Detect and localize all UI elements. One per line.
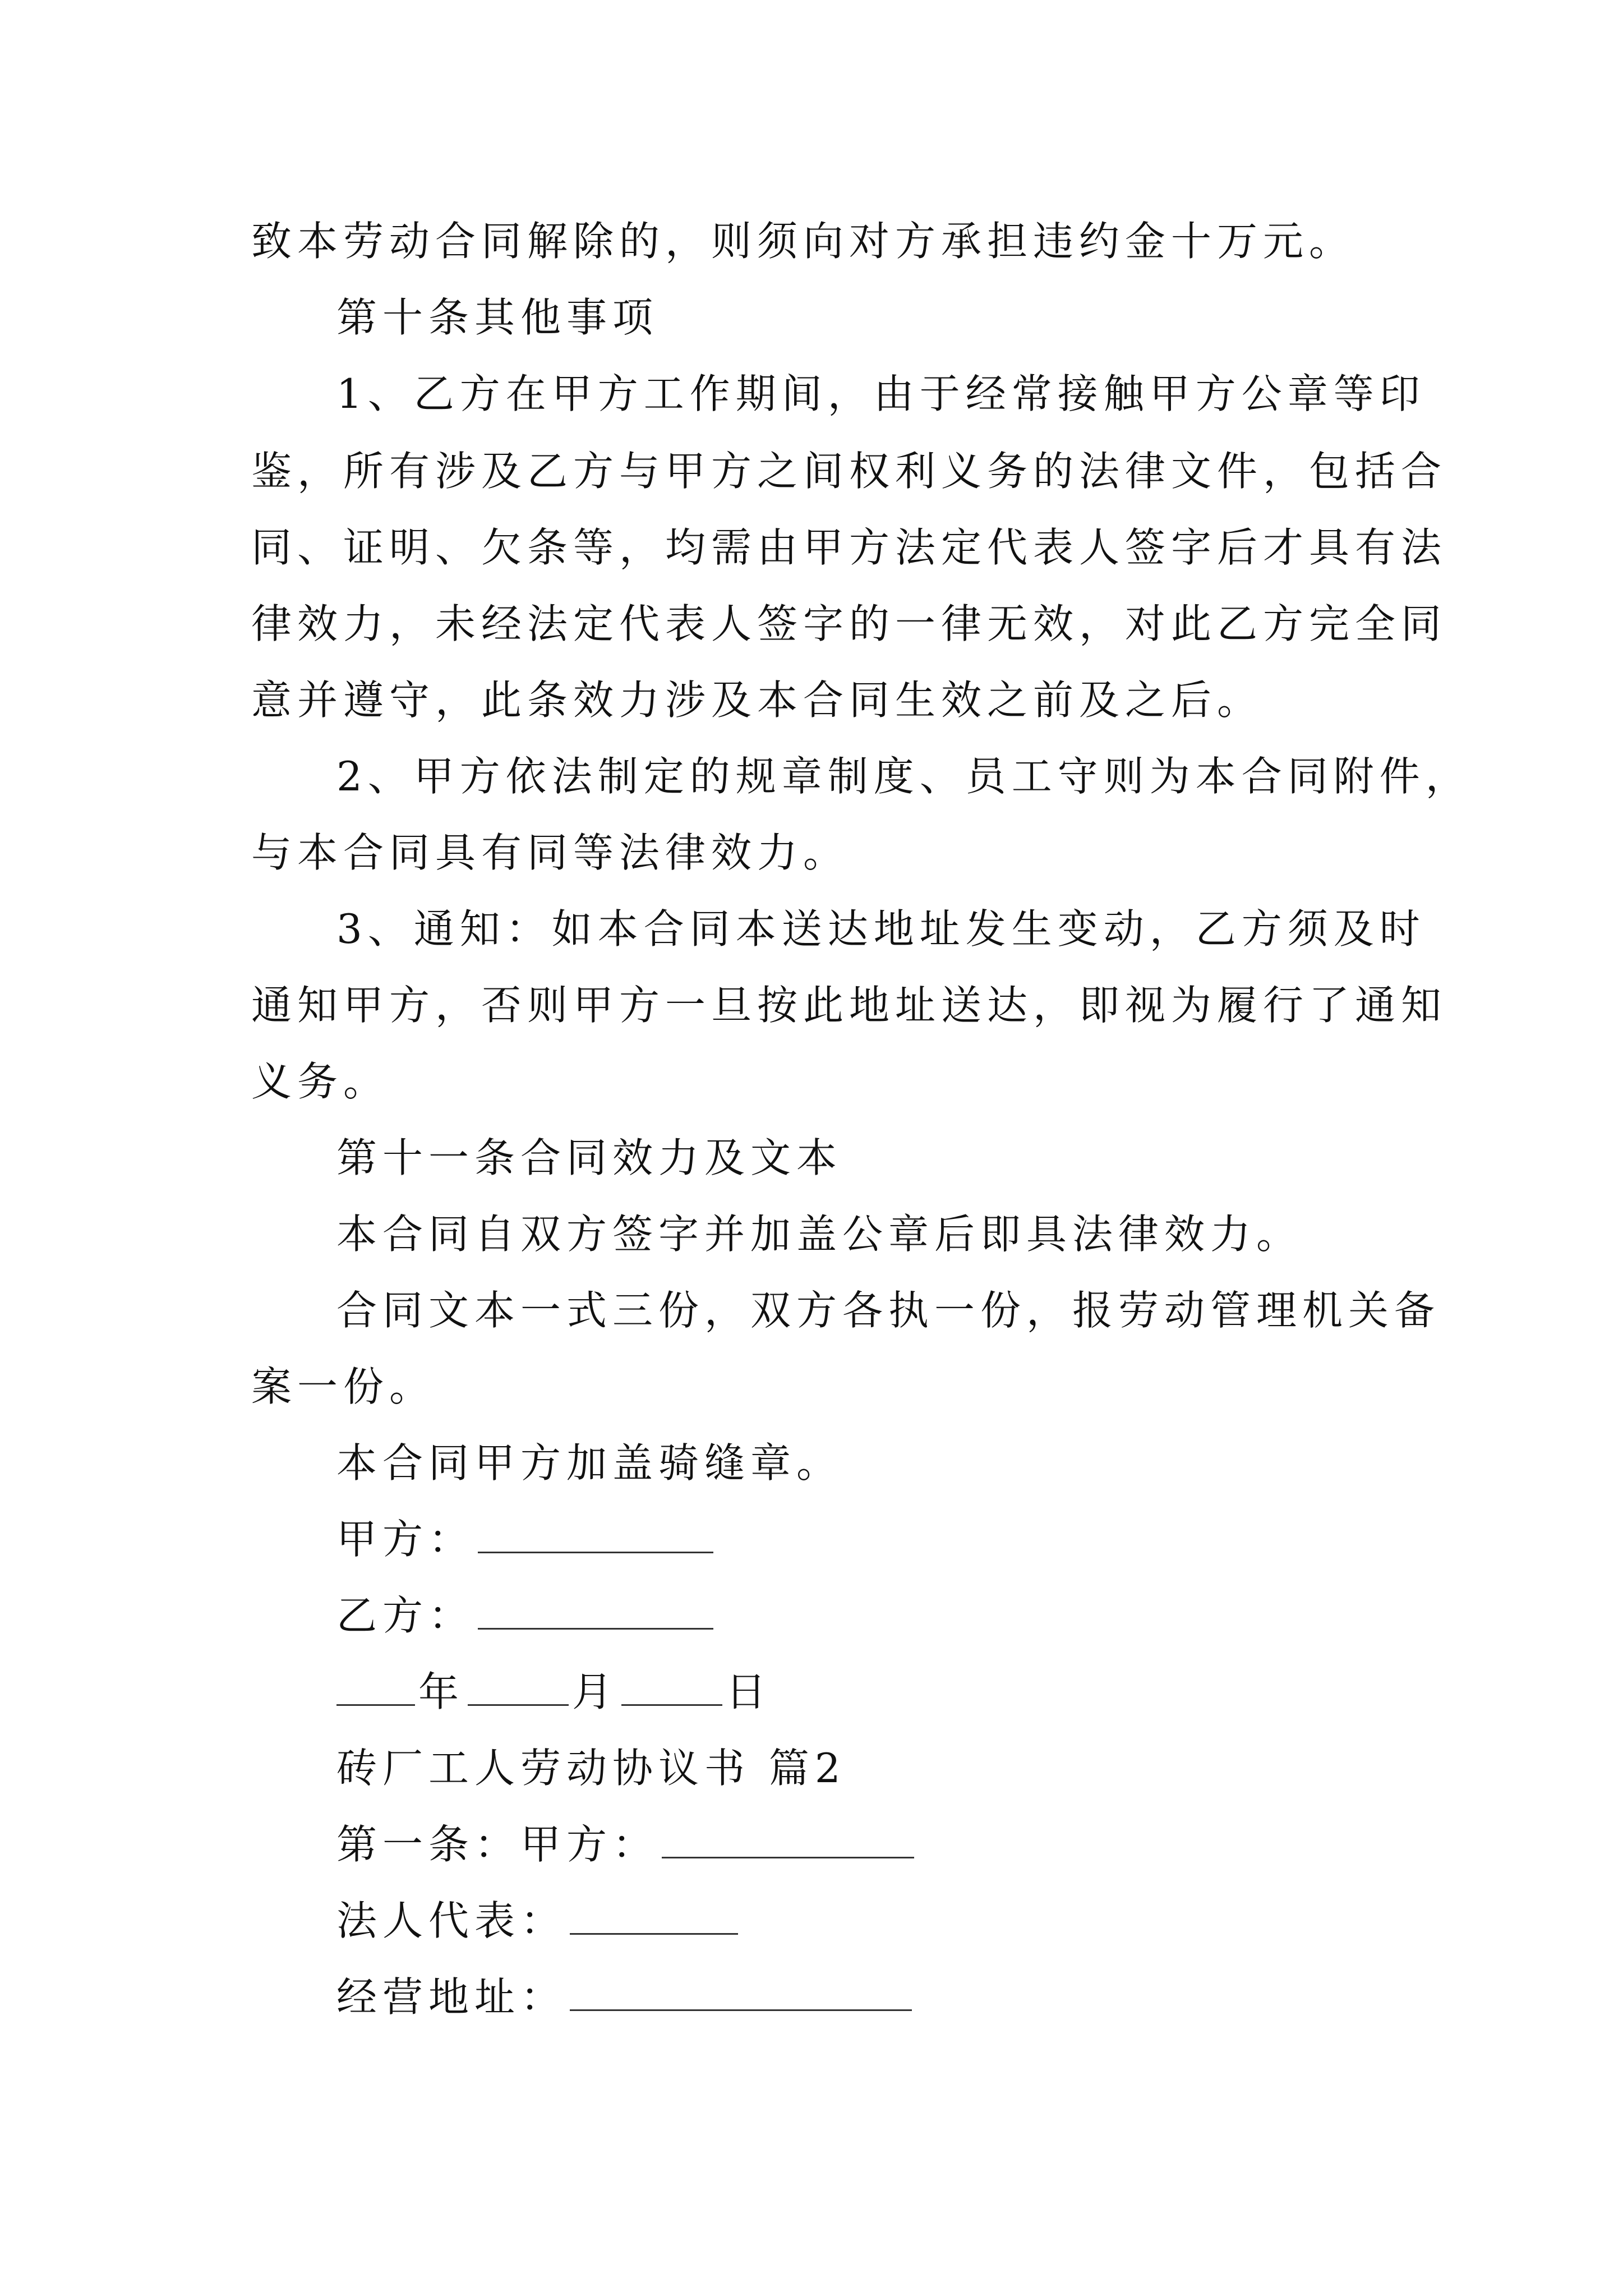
address-line [336, 1970, 915, 2024]
paragraph-line: 合同文本一式三份，双方各执一份，报劳动管理机关备 [336, 1287, 1441, 1334]
paragraph-line: 通知甲方，否则甲方一旦按此地址送达，即视为履行了通知 [251, 982, 1447, 1029]
article-10-heading: 第十条其他事项 [336, 294, 659, 341]
legal-rep-label: 法人代表： [336, 1897, 567, 1944]
article-1-line [336, 1818, 917, 1871]
paragraph-line: 与本合同具有同等法律效力。 [251, 829, 850, 876]
paragraph-line: 1、乙方在甲方工作期间，由于经常接触甲方公章等印 [336, 370, 1426, 417]
party-b-label: 乙方： [336, 1592, 475, 1639]
legal-rep-line [336, 1894, 741, 1948]
party-a-blank [478, 1518, 713, 1553]
day-blank [621, 1671, 722, 1706]
paragraph-line: 律效力，未经法定代表人签字的一律无效，对此乙方完全同 [251, 600, 1447, 647]
date-line [336, 1665, 772, 1719]
day-label: 日 [726, 1668, 772, 1715]
legal-rep-blank [570, 1899, 738, 1935]
paragraph-line: 意并遵守，此条效力涉及本合同生效之前及之后。 [251, 677, 1264, 724]
party-b-blank [478, 1594, 713, 1630]
paragraph-line: 3、通知：如本合同本送达地址发生变动，乙方须及时 [336, 905, 1426, 953]
party-b-signature-line [336, 1589, 717, 1642]
paragraph-line: 义务。 [251, 1058, 390, 1105]
paragraph-line: 同、证明、欠条等，均需由甲方法定代表人签字后才具有法 [251, 524, 1447, 571]
paragraph-line: 2、甲方依法制定的规章制度、员工守则为本合同附件， [336, 753, 1472, 800]
paragraph-line: 案一份。 [251, 1363, 436, 1410]
paragraph-line: 本合同甲方加盖骑缝章。 [336, 1439, 843, 1487]
party-a-label: 甲方： [336, 1516, 475, 1563]
article-11-heading: 第十一条合同效力及文本 [336, 1134, 843, 1181]
year-label: 年 [418, 1668, 465, 1715]
party-a-signature-line [336, 1512, 717, 1566]
address-label: 经营地址： [336, 1973, 567, 2021]
section-title: 砖厂工人劳动协议书 篇2 [336, 1745, 846, 1792]
party-a-name-blank [662, 1823, 914, 1858]
month-label: 月 [572, 1668, 619, 1715]
article-1-label: 第一条：甲方： [336, 1821, 659, 1868]
month-blank [468, 1671, 569, 1706]
year-blank [336, 1671, 415, 1706]
paragraph-line: 本合同自双方签字并加盖公章后即具法律效力。 [336, 1211, 1303, 1258]
paragraph-line: 致本劳动合同解除的，则须向对方承担违约金十万元。 [251, 218, 1355, 265]
address-blank [570, 1976, 912, 2011]
paragraph-line: 鉴，所有涉及乙方与甲方之间权利义务的法律文件，包括合 [251, 448, 1447, 495]
